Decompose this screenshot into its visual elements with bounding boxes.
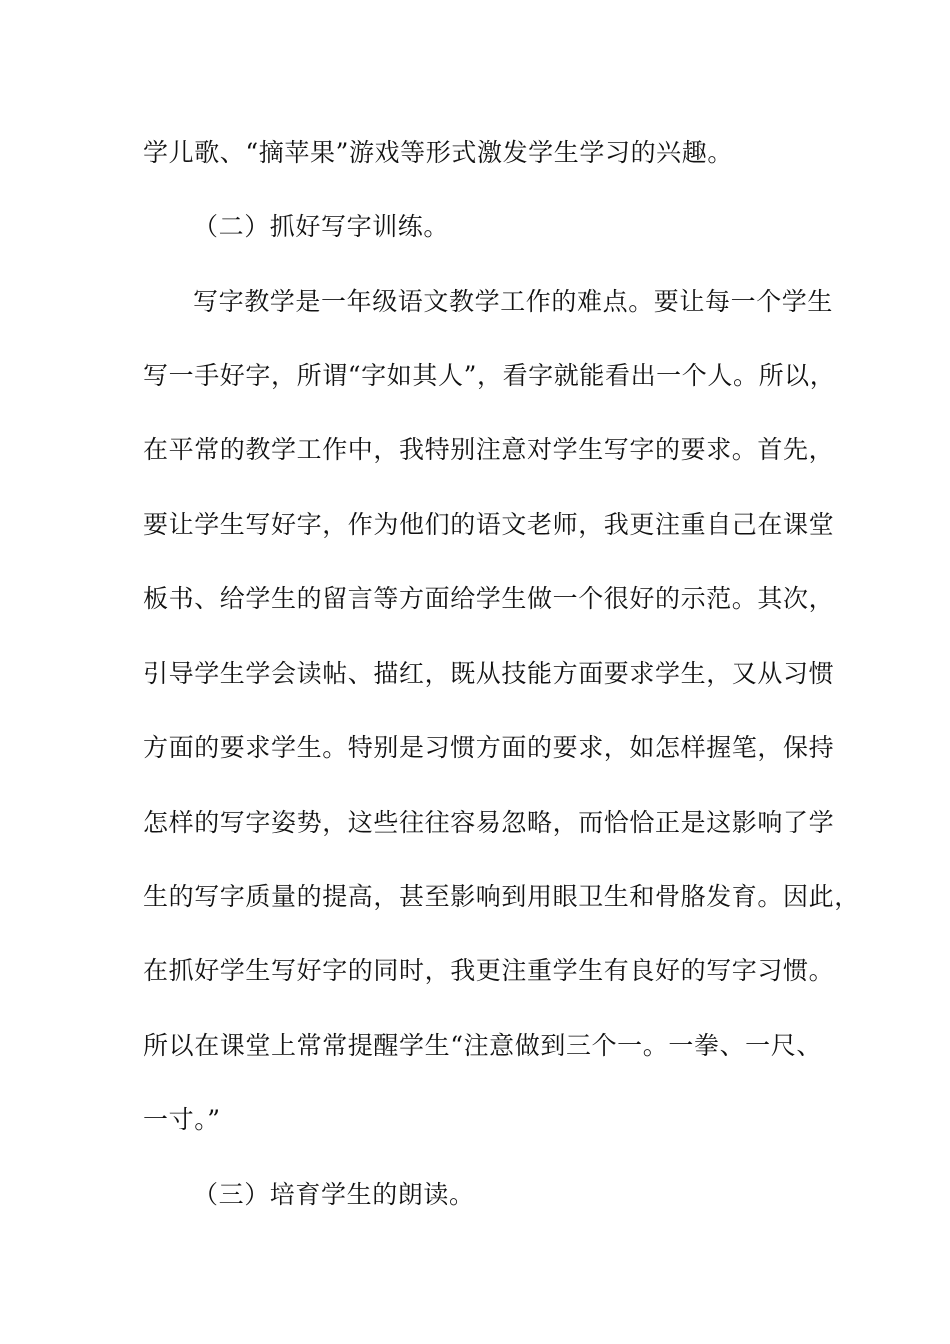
text-line: 一寸。” xyxy=(143,1105,221,1134)
section-heading: （三）培育学生的朗读。 xyxy=(193,1180,475,1209)
text-line: 板书、给学生的留言等方面给学生做一个很好的示范。其次， xyxy=(143,584,835,613)
paragraph-first-line: 写字教学是一年级语文教学工作的难点。要让每一个学生 xyxy=(193,287,834,316)
text-line: 在平常的教学工作中，我特别注意对学生写字的要求。首先， xyxy=(143,435,835,464)
text-line: 生的写字质量的提高，甚至影响到用眼卫生和骨胳发育。因此， xyxy=(143,882,860,911)
text-line: 写一手好字，所谓“字如其人”，看字就能看出一个人。所以， xyxy=(143,361,836,390)
text-line: 怎样的写字姿势，这些往往容易忽略，而恰恰正是这影响了学 xyxy=(143,808,835,837)
text-line: 学儿歌、“摘苹果”游戏等形式激发学生学习的兴趣。 xyxy=(143,138,733,167)
text-line: 所以在课堂上常常提醒学生“注意做到三个一。一拳、一尺、 xyxy=(143,1031,822,1060)
text-line: 在抓好学生写好字的同时，我更注重学生有良好的写字习惯。 xyxy=(143,956,835,985)
text-line: 方面的要求学生。特别是习惯方面的要求，如怎样握笔，保持 xyxy=(143,733,835,762)
text-line: 要让学生写好字，作为他们的语文老师，我更注重自己在课堂 xyxy=(143,510,835,539)
text-line: 引导学生学会读帖、描红，既从技能方面要求学生，又从习惯 xyxy=(143,659,835,688)
section-heading: （二）抓好写字训练。 xyxy=(193,212,450,241)
